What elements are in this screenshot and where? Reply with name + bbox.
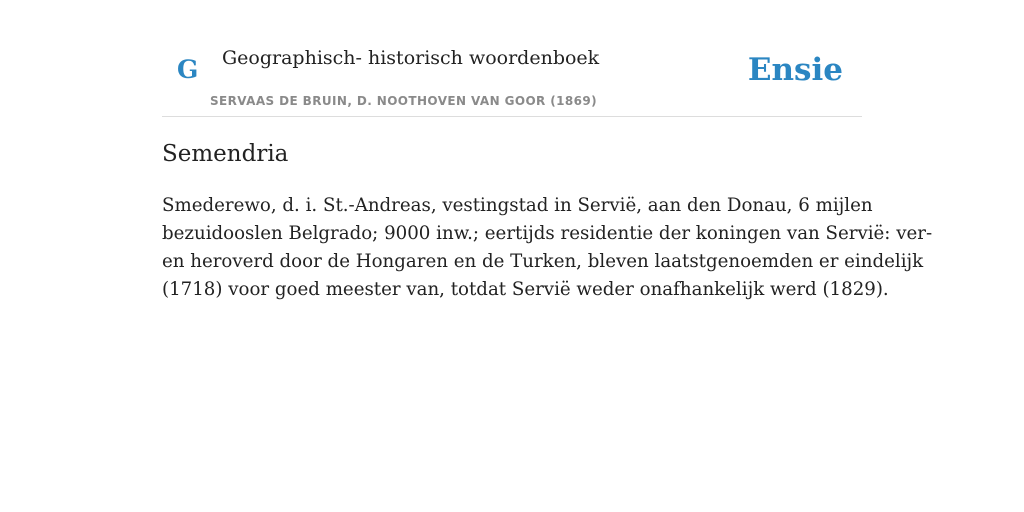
entry-body-line: (1718) voor goed meester van, totdat Servië weder onafhankelijk werd (1829). [162, 279, 889, 300]
page-container [162, 0, 933, 300]
dictionary-logo-link[interactable]: G [177, 55, 199, 84]
entry-body-line: bezuidooslen Belgrado; 9000 inw.; eertijds residentie der koningen van Servië: ver- [162, 223, 933, 244]
entry-title: Semendria [162, 141, 289, 167]
ensie-logo-link[interactable]: Ensie [747, 52, 843, 88]
header [162, 0, 862, 117]
entry-body [162, 192, 933, 304]
book-author: SERVAAS DE BRUIN, D. NOOTHOVEN VAN GOOR (1869) [210, 94, 598, 108]
book-title-link[interactable]: Geographisch- historisch woordenboek [222, 47, 600, 69]
entry-body-line: Smederewo, d. i. St.-Andreas, vestingstad in Servië, aan den Donau, 6 mijlen [162, 195, 873, 216]
entry-body-line: en heroverd door de Hongaren en de Turken, bleven laatstgenoemden er eindelijk [162, 251, 924, 272]
